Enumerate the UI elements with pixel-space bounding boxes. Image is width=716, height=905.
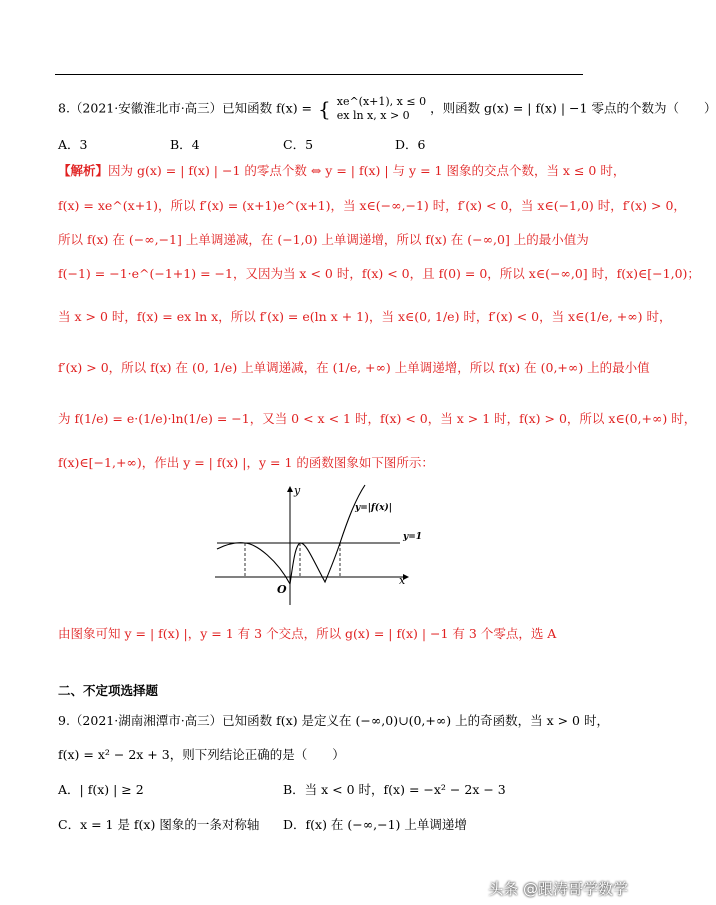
q8-option-c: C．5 [283, 137, 314, 152]
solution-line-6: f′(x) > 0，所以 f(x) 在 (0, 1/e) 上单调递减，在 (1/e, +∞) 上单调递增，所以 f(x) 在 (0,+∞) 上的最小值 [58, 360, 650, 375]
q9-stem-2: f(x) = x² − 2x + 3，则下列结论正确的是（ ） [58, 747, 345, 762]
y-axis-arrow [287, 486, 293, 492]
solution-tag: 【解析】 [58, 163, 109, 178]
q8-option-b: B．4 [170, 137, 200, 152]
q8-piece-2: ex ln x, x > 0 [336, 109, 410, 122]
watermark: 头条 @跟涛哥学数学 [488, 880, 628, 898]
q8-piece-1: xe^(x+1), x ≤ 0 [336, 95, 427, 108]
q9-option-b: B．当 x < 0 时，f(x) = −x² − 2x − 3 [283, 782, 506, 797]
y-axis-label: y [294, 484, 301, 497]
top-rule [55, 74, 583, 75]
curve-label: y=|f(x)| [355, 503, 393, 513]
x-axis-label: x [399, 574, 406, 587]
q8-stem-a: 8.（2021·安徽淮北市·高三）已知函数 f(x) = [58, 100, 313, 116]
solution-line-2: f(x) = xe^(x+1)，所以 f′(x) = (x+1)e^(x+1)，当 x∈(−∞,−1) 时，f′(x) < 0，当 x∈(−1,0) 时，f′(x) > 0， [58, 198, 686, 213]
q8-option-a: A．3 [58, 137, 88, 152]
section-2-title: 二、不定项选择题 [58, 683, 159, 698]
solution-conclusion: 由图象可知 y = | f(x) |，y = 1 有 3 个交点，所以 g(x) = | f(x) | −1 有 3 个零点，选 A [58, 626, 557, 641]
origin-label: O [277, 583, 287, 596]
q8-brace: { [318, 97, 331, 121]
solution-line-3: 所以 f(x) 在 (−∞,−1] 上单调递减，在 (−1,0) 上单调递增，所以 f(x) 在 (−∞,0] 上的最小值为 [58, 232, 589, 247]
q9-option-d: D．f(x) 在 (−∞,−1) 上单调递增 [283, 817, 467, 832]
q9-option-a: A．| f(x) | ≥ 2 [58, 782, 144, 797]
q9-stem-1: 9.（2021·湖南湘潭市·高三）已知函数 f(x) 是定义在 (−∞,0)∪(0,+∞) 上的奇函数，当 x > 0 时， [58, 713, 609, 728]
solution-line-4: f(−1) = −1·e^(−1+1) = −1，又因为当 x < 0 时，f(x) < 0，且 f(0) = 0，所以 x∈(−∞,0] 时，f(x)∈[−1,0)； [58, 266, 700, 281]
solution-line-7: 为 f(1/e) = e·(1/e)·ln(1/e) = −1，又当 0 < x < 1 时，f(x) < 0，当 x > 1 时，f(x) > 0，所以 x∈(0,+∞) 时， [58, 411, 697, 426]
line-label: y=1 [403, 532, 423, 542]
function-graph [205, 480, 435, 610]
q9-option-c: C．x = 1 是 f(x) 图象的一条对称轴 [58, 817, 260, 832]
q8-option-d: D．6 [395, 137, 426, 152]
solution-line-5: 当 x > 0 时，f(x) = ex ln x，所以 f′(x) = e(ln x + 1)，当 x∈(0, 1/e) 时，f′(x) < 0，当 x∈(1/e, +∞) 时， [58, 309, 672, 324]
solution-line-1 [58, 163, 625, 179]
q8-stem-b: ，则函数 g(x) = | f(x) | −1 零点的个数为（ ） [430, 100, 716, 116]
solution-line-8: f(x)∈[−1,+∞)，作出 y = | f(x) |，y = 1 的函数图象如下图所示： [58, 455, 434, 470]
q8-stem [58, 95, 716, 123]
curve-abs-f [217, 485, 365, 584]
q8-piecewise [337, 95, 426, 123]
solution-text-1: 因为 g(x) = | f(x) | −1 的零点个数 ⇔ y = | f(x) | 与 y = 1 图象的交点个数，当 x ≤ 0 时， [108, 163, 626, 178]
